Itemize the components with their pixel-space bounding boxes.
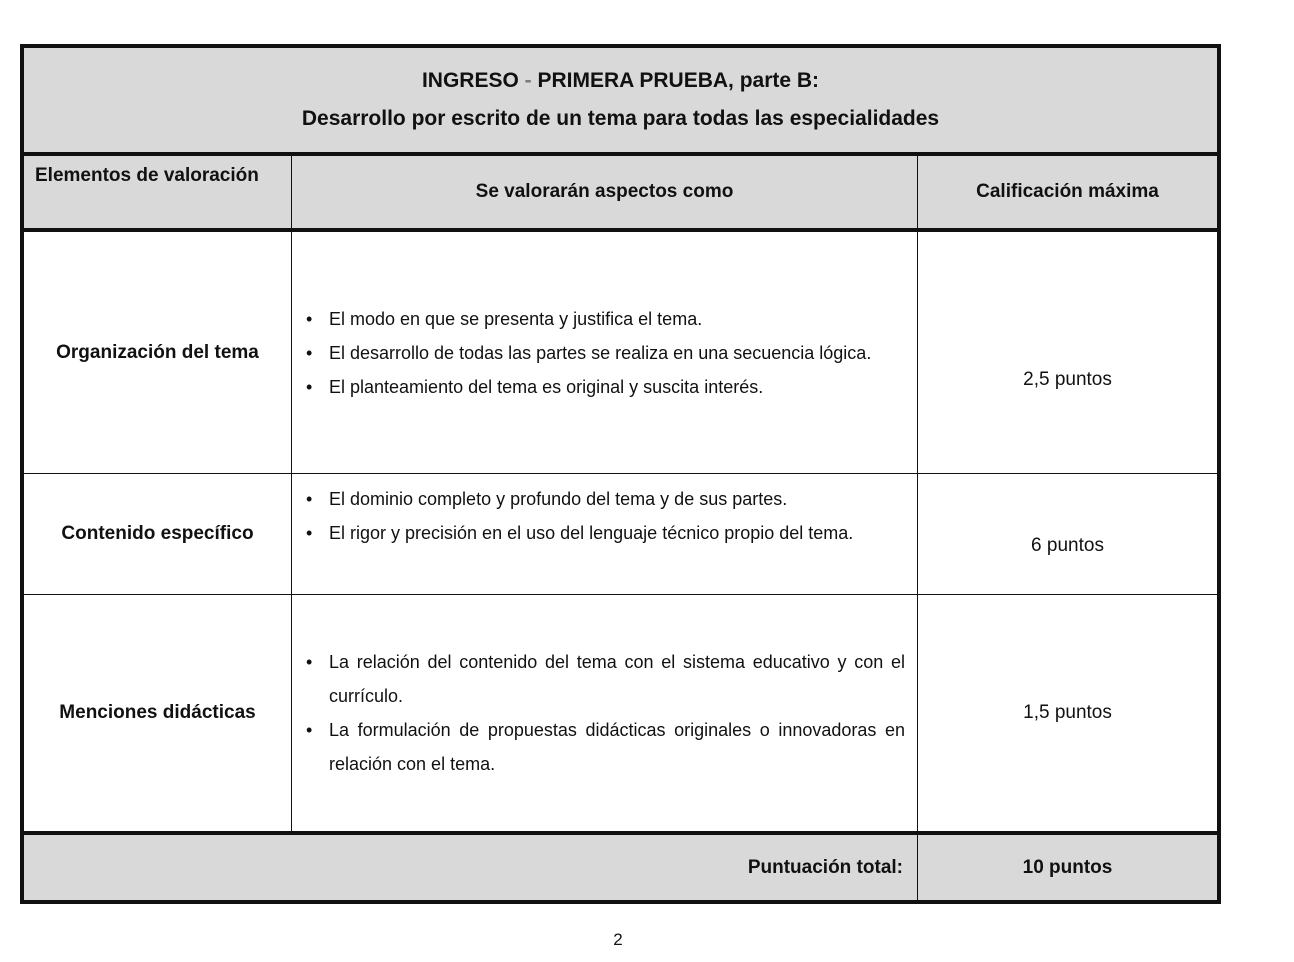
title-prefix: INGRESO [421,69,519,92]
row-aspects [291,595,917,831]
aspect-text: El rigor y precisión en el uso del lenguaje técnico propio del tema. [329,523,854,543]
table-header-row [24,156,1217,232]
row-aspects [291,232,917,473]
title-line-2: Desarrollo por escrito de un tema para todas las especialidades [301,107,940,130]
aspect-item [306,482,905,516]
bullet-icon: • [306,342,313,363]
row-score: 2,5 puntos [917,232,1217,473]
aspect-text: La relación del contenido del tema con el sistema educativo y con el currículo. [329,652,905,706]
row-element: Menciones didácticas [59,702,256,723]
aspect-list [306,645,905,781]
aspect-text: El dominio completo y profundo del tema y de sus partes. [329,489,788,509]
total-label: Puntuación total: [747,856,903,878]
row-element: Contenido específico [61,523,254,544]
aspect-item [306,302,905,336]
title-line-1 [422,62,819,100]
bullet-icon: • [306,720,313,740]
total-row [24,835,1217,900]
evaluation-table [20,44,1221,904]
title-suffix: PRIMERA PRUEBA, parte B: [537,69,820,92]
aspect-text: El desarrollo de todas las partes se realiza en una secuencia lógica. [329,342,872,363]
total-value: 10 puntos [917,835,1217,900]
aspect-text: El modo en que se presenta y justifica el tema. [329,308,703,329]
table-row [24,232,1217,474]
aspect-item [306,713,905,781]
bullet-icon: • [306,652,313,672]
bullet-icon: • [306,376,313,397]
bullet-icon: • [306,523,313,543]
header-elements: Elementos de valoración [35,165,259,186]
header-max-score: Calificación máxima [917,156,1217,228]
aspect-item [306,336,905,370]
aspect-item [306,516,905,550]
table-row [24,474,1217,595]
row-score: 1,5 puntos [917,595,1217,831]
row-element: Organización del tema [56,341,259,363]
header-aspects: Se valorarán aspectos como [291,156,917,228]
table-row [24,595,1217,835]
bullet-icon: • [306,489,313,509]
row-aspects [291,474,917,594]
table-title [24,48,1217,156]
aspect-list [306,302,905,404]
page-number: 2 [613,930,623,949]
bullet-icon: • [306,308,313,329]
title-dash: - [518,69,538,92]
row-score: 6 puntos [917,474,1217,594]
aspect-text: El planteamiento del tema es original y suscita interés. [329,376,764,397]
aspect-list [306,482,905,550]
aspect-item [306,645,905,713]
aspect-text: La formulación de propuestas didácticas originales o innovadoras en relación con el tema. [329,720,905,774]
aspect-item [306,370,905,404]
